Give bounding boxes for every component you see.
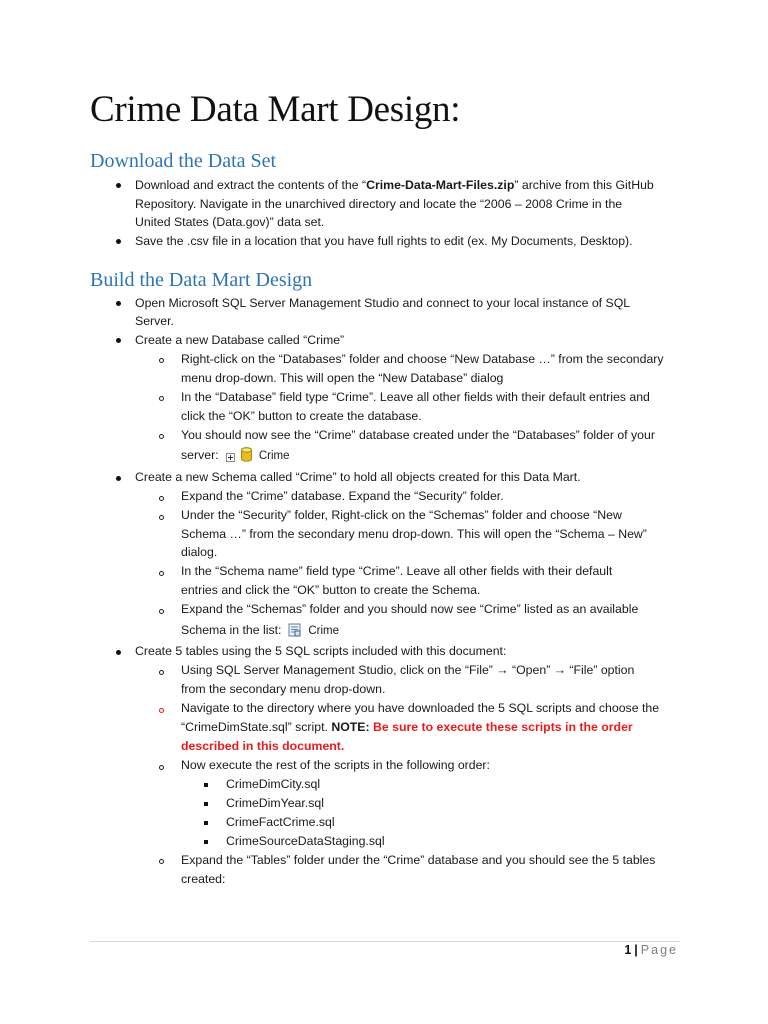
footer-divider xyxy=(90,941,680,942)
text-line: Right-click on the “Databases” folder and choose “New Database …” from the secondary xyxy=(181,352,664,366)
schema-icon xyxy=(288,623,302,643)
square-bullet-marker xyxy=(204,802,208,806)
text-line xyxy=(135,176,654,195)
text-line: Under the “Security” folder, Right-click on the “Schemas” folder and choose “New xyxy=(181,508,622,522)
sub-bullet-marker xyxy=(159,859,164,864)
sub-bullet-marker-red xyxy=(159,708,164,713)
text-run: Schema in the list: xyxy=(181,623,282,637)
text-line: Schema …” from the secondary menu drop-down. This will open the “Schema – New” xyxy=(181,527,647,541)
sub-bullet-marker xyxy=(159,670,164,675)
bullet-marker xyxy=(116,476,121,481)
text-line-with-schema-node xyxy=(181,621,339,643)
text-run: server: xyxy=(181,448,219,462)
page-footer xyxy=(624,943,678,957)
document-title: Crime Data Mart Design: xyxy=(90,89,461,130)
text-line: Server. xyxy=(135,314,174,328)
section-heading-download: Download the Data Set xyxy=(90,150,277,172)
script-item: CrimeFactCrime.sql xyxy=(226,815,335,829)
db-node-label: Crime xyxy=(258,450,290,462)
text-line: You should now see the “Crime” database created under the “Databases” folder of your xyxy=(181,428,655,442)
text-line-with-db-node xyxy=(181,446,290,468)
text-run: “CrimeDimState.sql” script. xyxy=(181,720,332,734)
sub-bullet-marker xyxy=(159,571,164,576)
text-line: from the secondary menu drop-down. xyxy=(181,682,386,696)
text-line: Save the .csv file in a location that you have full rights to edit (ex. My Documents, Desktop). xyxy=(135,234,633,248)
bullet-marker xyxy=(116,650,121,655)
sub-bullet-marker xyxy=(159,496,164,501)
square-bullet-marker xyxy=(204,783,208,787)
text-line: United States (Data.gov)” data set. xyxy=(135,215,325,229)
page-number: 1 xyxy=(624,943,632,957)
script-item: CrimeDimCity.sql xyxy=(226,777,321,791)
zip-filename: Crime-Data-Mart-Files.zip xyxy=(366,178,515,192)
text-line: Repository. Navigate in the unarchived directory and locate the “2006 – 2008 Crime in the xyxy=(135,197,623,211)
script-item: CrimeDimYear.sql xyxy=(226,796,324,810)
square-bullet-marker xyxy=(204,821,208,825)
sub-bullet-marker xyxy=(159,765,164,770)
text-run: Download and extract the contents of the “ xyxy=(135,178,367,192)
bullet-marker xyxy=(116,301,121,306)
text-line: In the “Database” field type “Crime”. Leave all other fields with their default entries and xyxy=(181,390,650,404)
database-icon xyxy=(241,447,252,468)
sub-bullet-marker xyxy=(159,434,164,439)
expand-plus-icon xyxy=(226,449,235,468)
script-item: CrimeSourceDataStaging.sql xyxy=(226,834,385,848)
text-line: entries and click the “OK” button to create the Schema. xyxy=(181,583,481,597)
text-line: Expand the “Tables” folder under the “Crime” database and you should see the 5 tables xyxy=(181,853,656,867)
sub-bullet-marker xyxy=(159,515,164,520)
text-line: created: xyxy=(181,872,226,886)
text-line: menu drop-down. This will open the “New Database” dialog xyxy=(181,371,504,385)
sub-bullet-marker xyxy=(159,358,164,363)
bullet-marker xyxy=(116,183,121,188)
text-line: Navigate to the directory where you have downloaded the 5 SQL scripts and choose the xyxy=(181,701,660,715)
sub-bullet-marker xyxy=(159,609,164,614)
text-line: Expand the “Schemas” folder and you should now see “Crime” listed as an available xyxy=(181,602,639,616)
text-line: Now execute the rest of the scripts in the following order: xyxy=(181,758,490,772)
note-label: NOTE: xyxy=(331,720,373,734)
text-line: Create 5 tables using the 5 SQL scripts included with this document: xyxy=(135,644,507,658)
sub-bullet-marker xyxy=(159,396,164,401)
section-heading-build: Build the Data Mart Design xyxy=(90,269,313,291)
square-bullet-marker xyxy=(204,840,208,844)
text-line: Open Microsoft SQL Server Management Studio and connect to your local instance of SQL xyxy=(135,296,631,310)
text-line: Using SQL Server Management Studio, click on the “File” → “Open” → “File” option xyxy=(181,663,635,677)
note-warning-cont: described in this document. xyxy=(181,739,345,753)
footer-separator: | xyxy=(634,943,638,957)
schema-node-label: Crime xyxy=(308,625,339,637)
text-line: Create a new Database called “Crime” xyxy=(135,333,345,347)
text-line: dialog. xyxy=(181,545,218,559)
text-line: click the “OK” button to create the database. xyxy=(181,409,422,423)
bullet-marker xyxy=(116,239,121,244)
text-line: Create a new Schema called “Crime” to hold all objects created for this Data Mart. xyxy=(135,470,581,484)
text-line: Expand the “Crime” database. Expand the “Security” folder. xyxy=(181,489,504,503)
note-warning: Be sure to execute these scripts in the order xyxy=(373,720,633,734)
text-run: ” archive from this GitHub xyxy=(514,178,654,192)
text-line-with-note xyxy=(181,718,633,737)
bullet-marker xyxy=(116,338,121,343)
text-line: In the “Schema name” field type “Crime”. Leave all other fields with their default xyxy=(181,564,613,578)
page-label: Page xyxy=(640,943,678,957)
